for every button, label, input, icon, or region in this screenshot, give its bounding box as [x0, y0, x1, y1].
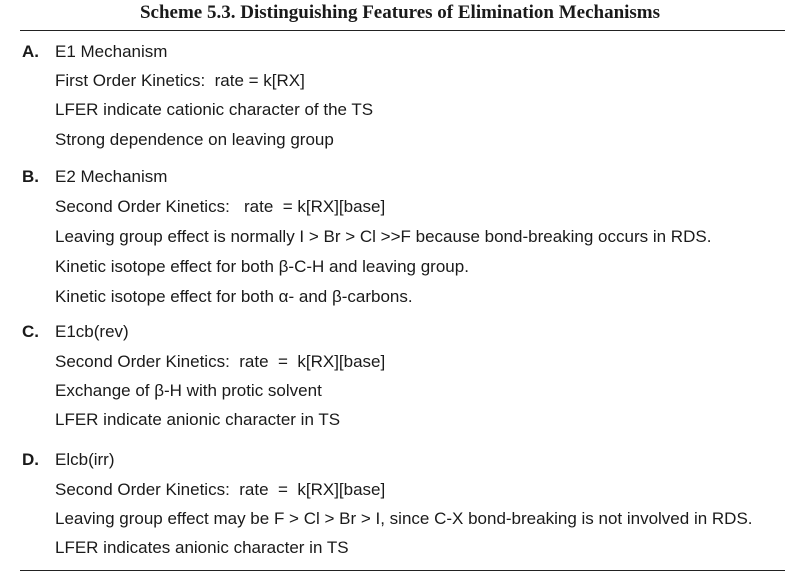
section-heading: Elcb(irr) — [55, 450, 115, 469]
feature-line: Kinetic isotope effect for both β-C-H and leaving group. — [55, 257, 469, 276]
feature-line: Strong dependence on leaving group — [55, 130, 334, 149]
section-heading: E1cb(rev) — [55, 322, 129, 341]
feature-line: Second Order Kinetics: rate = k[RX][base] — [55, 480, 386, 499]
feature-line: Second Order Kinetics: rate = k[RX][base] — [55, 352, 386, 371]
feature-line: Leaving group effect is normally I > Br > Cl >>F because bond-breaking occurs in RDS. — [55, 227, 712, 246]
feature-line: Kinetic isotope effect for both α- and β-carbons. — [55, 287, 413, 306]
section-letter: D. — [22, 450, 39, 469]
feature-line: LFER indicate cationic character of the TS — [55, 100, 374, 119]
feature-line: Exchange of β-H with protic solvent — [55, 381, 322, 400]
section-heading: E2 Mechanism — [55, 167, 168, 186]
top-rule — [20, 30, 785, 31]
feature-line: First Order Kinetics: rate = k[RX] — [55, 71, 305, 90]
bottom-rule — [20, 570, 785, 571]
feature-line: Leaving group effect may be F > Cl > Br > I, since C-X bond-breaking is not involved in RDS. — [55, 509, 753, 528]
feature-line: LFER indicate anionic character in TS — [55, 410, 341, 429]
scheme-title: Scheme 5.3. Distinguishing Features of Elimination Mechanisms — [139, 2, 661, 23]
section-heading: E1 Mechanism — [55, 42, 168, 61]
section-letter: B. — [22, 167, 39, 186]
section-letter: C. — [22, 322, 39, 341]
feature-line: LFER indicates anionic character in TS — [55, 538, 349, 557]
feature-line: Second Order Kinetics: rate = k[RX][base] — [55, 197, 386, 216]
section-letter: A. — [22, 42, 39, 61]
